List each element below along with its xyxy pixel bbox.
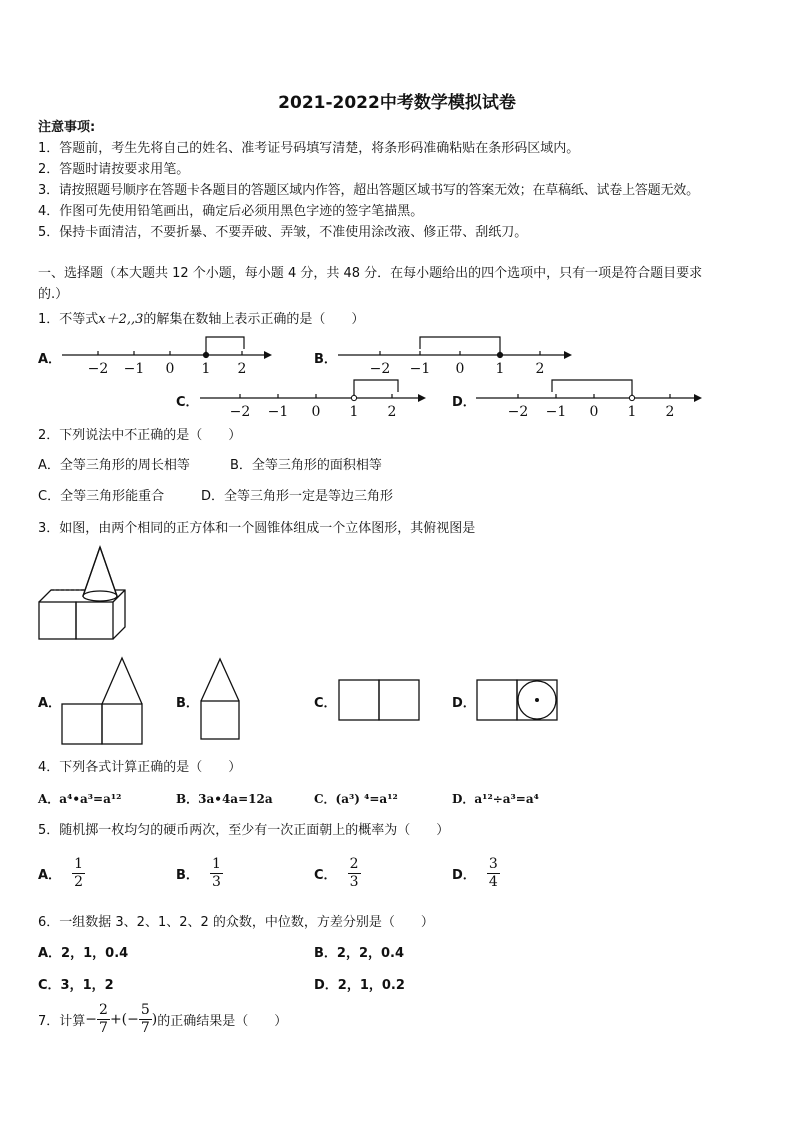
q1-option-a-label[interactable]: A． xyxy=(38,352,62,367)
tick-label: 0 xyxy=(455,361,465,377)
notice-item: 1．答题前，考生先将自己的姓名、准考证号码填写清楚，将条形码准确粘贴在条形码区域内。 xyxy=(38,141,580,156)
number-line-d xyxy=(474,376,709,426)
tick-label: 1 xyxy=(495,361,505,377)
q3-option-a-figure[interactable] xyxy=(60,655,150,747)
tick-label: 2 xyxy=(387,404,397,420)
q3-option-d-label[interactable]: D． xyxy=(452,696,476,711)
q5-option-a-label: A． xyxy=(38,868,62,883)
q2-option-c[interactable]: C．全等三角形能重合 xyxy=(38,489,165,504)
q4-option-c[interactable]: C．(a³) ⁴=a¹² xyxy=(314,792,398,806)
q7-prefix: 7．计算 xyxy=(38,1014,86,1029)
number-line-c xyxy=(198,376,433,426)
q3-option-c-figure[interactable] xyxy=(336,677,422,723)
number-line-d-content xyxy=(476,380,702,420)
number-line-c-content xyxy=(200,380,426,420)
endpoint-open xyxy=(629,395,634,400)
tick-label: 2 xyxy=(237,361,247,377)
q1-inequality: x＋2,,3 xyxy=(98,312,144,327)
question-1-stem xyxy=(38,310,364,330)
q1-suffix: 的解集在数轴上表示正确的是（ ） xyxy=(143,312,365,327)
axis-arrow xyxy=(564,351,572,359)
q5-option-a-fraction: $\frac{1}{2}$ xyxy=(74,856,84,890)
section-heading-cont: 的.） xyxy=(38,287,69,302)
q5-option-d[interactable] xyxy=(452,856,500,891)
tick-label: −2 xyxy=(507,404,529,420)
question-5-stem: 5．随机掷一枚均匀的硬币两次，至少有一次正面朝上的概率为（ ） xyxy=(38,823,450,838)
notice-item: 2．答题时请按要求用笔。 xyxy=(38,162,190,177)
q5-option-d-label: D． xyxy=(452,868,476,883)
q1-option-d-label[interactable]: D． xyxy=(452,395,476,410)
cone-base xyxy=(83,591,117,601)
cube-right-front xyxy=(76,602,113,639)
q2-option-d[interactable]: D．全等三角形一定是等边三角形 xyxy=(201,489,394,504)
notice-item: 4．作图可先使用铅笔画出，确定后必须用黑色字迹的签字笔描黑。 xyxy=(38,204,424,219)
q5-option-a[interactable] xyxy=(38,856,85,891)
q3-option-d-figure[interactable] xyxy=(474,677,560,723)
q7-suffix: 的正确结果是（ ） xyxy=(157,1014,288,1029)
q7-minus: − xyxy=(85,1011,98,1028)
q7-fraction-2: $\frac{5}{7}$ xyxy=(140,1002,150,1036)
q5-option-c-label: C． xyxy=(314,868,337,883)
q3-option-b-label[interactable]: B． xyxy=(176,696,199,711)
solid-figure xyxy=(36,545,136,645)
tick-label: 0 xyxy=(311,404,321,420)
tick-label: 1 xyxy=(201,361,211,377)
question-6-stem: 6．一组数据 3、2、1、2、2 的众数，中位数，方差分别是（ ） xyxy=(38,915,434,930)
q6-option-c[interactable]: C．3，1，2 xyxy=(38,978,114,993)
endpoint-closed xyxy=(203,352,208,357)
solution-bracket xyxy=(552,380,632,398)
q7-close-paren: ) xyxy=(151,1011,158,1028)
section-heading: 一、选择题（本大题共 12 个小题，每小题 4 分，共 48 分．在每小题给出的四个选项中，只有一项是符合题目要求 xyxy=(38,266,703,281)
endpoint-closed xyxy=(497,352,502,357)
notice-heading: 注意事项: xyxy=(38,120,96,135)
tick-label: −1 xyxy=(267,404,289,420)
question-4-stem: 4．下列各式计算正确的是（ ） xyxy=(38,760,242,775)
tick-label: −1 xyxy=(545,404,567,420)
q3-option-a-label[interactable]: A． xyxy=(38,696,62,711)
q7-fraction-1: $\frac{2}{7}$ xyxy=(99,1002,108,1036)
q6-option-d[interactable]: D．2，1，0.2 xyxy=(314,978,405,993)
q5-option-b-label: B． xyxy=(176,868,199,883)
tick-label: −2 xyxy=(87,361,109,377)
question-7-stem xyxy=(38,1002,287,1037)
q2-option-a[interactable]: A．全等三角形的周长相等 xyxy=(38,458,190,473)
q1-option-b-label[interactable]: B． xyxy=(314,352,337,367)
notice-item: 5．保持卡面清洁，不要折暴、不要弄破、弄皱，不准使用涂改液、修正带、刮纸刀。 xyxy=(38,225,528,240)
question-2-stem: 2．下列说法中不正确的是（ ） xyxy=(38,428,242,443)
q7-plus-open: +(− xyxy=(109,1011,139,1028)
q5-option-b-fraction: $\frac{1}{3}$ xyxy=(212,856,221,890)
solution-bracket xyxy=(206,337,244,355)
cube-left-front xyxy=(39,602,76,639)
q1-prefix: 1．不等式 xyxy=(38,312,99,327)
tick-label: 1 xyxy=(349,404,359,420)
tick-label: −2 xyxy=(369,361,391,377)
tick-label: 2 xyxy=(665,404,675,420)
question-3-stem: 3．如图，由两个相同的正方体和一个圆锥体组成一个立体图形，其俯视图是 xyxy=(38,521,476,536)
q3-option-c-label[interactable]: C． xyxy=(314,696,337,711)
q4-option-b[interactable]: B．3a•4a=12a xyxy=(176,792,273,806)
tick-label: 1 xyxy=(627,404,637,420)
tick-label: −1 xyxy=(123,361,145,377)
tick-label: 2 xyxy=(535,361,545,377)
axis-arrow xyxy=(418,394,426,402)
q6-option-b[interactable]: B．2，2，0.4 xyxy=(314,946,405,961)
number-line-b-content xyxy=(338,337,572,377)
q5-option-c[interactable] xyxy=(314,856,361,891)
q3-option-b-figure[interactable] xyxy=(198,655,243,745)
endpoint-open xyxy=(351,395,356,400)
page-title: 2021-2022中考数学模拟试卷 xyxy=(278,93,516,113)
q5-option-d-fraction: $\frac{3}{4}$ xyxy=(488,856,498,890)
q6-option-a[interactable]: A．2，1，0.4 xyxy=(38,946,129,961)
cone-body xyxy=(83,547,117,596)
axis-arrow xyxy=(264,351,272,359)
q2-option-b[interactable]: B．全等三角形的面积相等 xyxy=(230,458,382,473)
notice-item: 3．请按照题号顺序在答题卡各题目的答题区域内作答，超出答题区域书写的答案无效；在草稿纸、试卷上答题无效。 xyxy=(38,183,699,198)
q5-option-c-fraction: $\frac{2}{3}$ xyxy=(349,856,359,890)
tick-label: 0 xyxy=(165,361,175,377)
q4-option-d[interactable]: D．a¹²÷a³=a⁴ xyxy=(452,792,539,806)
number-line-a-content xyxy=(62,337,272,377)
tick-label: −1 xyxy=(409,361,431,377)
q1-option-c-label[interactable]: C． xyxy=(176,395,199,410)
tick-label: 0 xyxy=(589,404,599,420)
tick-label: −2 xyxy=(229,404,251,420)
axis-arrow xyxy=(694,394,702,402)
q5-option-b[interactable] xyxy=(176,856,223,891)
q4-option-a[interactable]: A．a⁴•a³=a¹² xyxy=(38,792,122,806)
